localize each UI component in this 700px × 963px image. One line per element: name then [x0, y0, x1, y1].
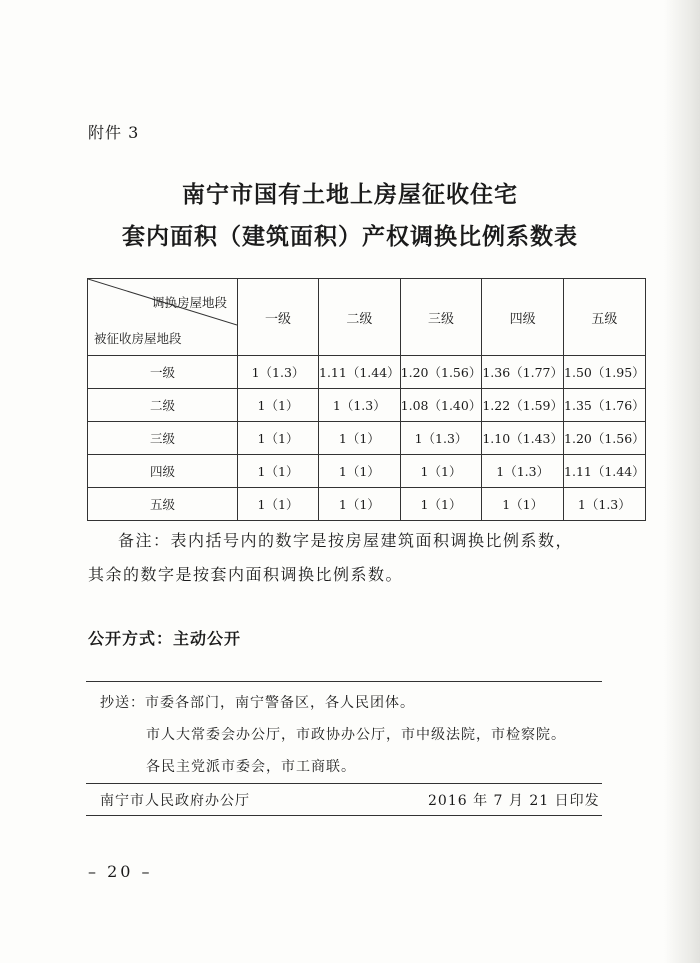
attachment-label: 附件 3 — [88, 123, 140, 142]
corner-bottom-label: 被征收房屋地段 — [94, 331, 182, 346]
table-cell: 1.20（1.56） — [564, 422, 646, 455]
divider-bottom — [86, 815, 602, 816]
row-label: 一级 — [88, 356, 238, 389]
table-cell: 1.08（1.40） — [400, 389, 482, 422]
cc-line-1: 抄送：市委各部门，南宁警备区，各人民团体。 — [100, 695, 415, 711]
table-cell: 1（1） — [319, 488, 401, 521]
table-cell: 1.50（1.95） — [564, 356, 646, 389]
title-line-2: 套内面积（建筑面积）产权调换比例系数表 — [122, 223, 578, 250]
table-row — [88, 455, 646, 488]
table-cell: 1.36（1.77） — [482, 356, 564, 389]
divider-middle — [86, 783, 602, 784]
page-number: – 20 – — [88, 862, 153, 881]
column-header: 三级 — [400, 279, 482, 356]
table-cell: 1（1） — [482, 488, 564, 521]
disclosure-method: 公开方式：主动公开 — [88, 629, 242, 648]
table-row — [88, 389, 646, 422]
table-cell: 1（1.3） — [238, 356, 319, 389]
table-header-row — [88, 279, 646, 356]
note-line-2: 其余的数字是按套内面积调换比例系数。 — [88, 565, 404, 584]
row-label: 三级 — [88, 422, 238, 455]
table-row — [88, 488, 646, 521]
table-cell: 1（1） — [238, 389, 319, 422]
issue-date: 2016 年 7 月 21 日印发 — [428, 793, 600, 809]
table-cell: 1（1.3） — [319, 389, 401, 422]
column-header: 一级 — [238, 279, 319, 356]
row-label: 二级 — [88, 389, 238, 422]
issuing-office: 南宁市人民政府办公厅 — [100, 793, 250, 809]
column-header: 四级 — [482, 279, 564, 356]
table-cell: 1（1） — [400, 455, 482, 488]
table-row — [88, 422, 646, 455]
column-header: 二级 — [319, 279, 401, 356]
table-cell: 1.20（1.56） — [400, 356, 482, 389]
page-edge-shadow — [664, 0, 700, 963]
divider-top — [86, 681, 602, 682]
table-cell: 1.22（1.59） — [482, 389, 564, 422]
table-cell: 1（1.3） — [564, 488, 646, 521]
row-label: 四级 — [88, 455, 238, 488]
table-cell: 1.11（1.44） — [564, 455, 646, 488]
row-label: 五级 — [88, 488, 238, 521]
title-line-1: 南宁市国有土地上房屋征收住宅 — [182, 181, 518, 208]
cc-line-3: 各民主党派市委会，市工商联。 — [146, 759, 356, 775]
ratio-table — [87, 278, 646, 521]
table-cell: 1（1） — [400, 488, 482, 521]
table-row — [88, 356, 646, 389]
table-cell: 1.10（1.43） — [482, 422, 564, 455]
table-cell: 1（1） — [319, 422, 401, 455]
table-cell: 1（1.3） — [482, 455, 564, 488]
cc-line-2: 市人大常委会办公厅，市政协办公厅，市中级法院，市检察院。 — [146, 727, 566, 743]
table-cell: 1（1） — [238, 455, 319, 488]
corner-cell — [88, 279, 238, 356]
table-cell: 1.35（1.76） — [564, 389, 646, 422]
table-cell: 1（1.3） — [400, 422, 482, 455]
table-cell: 1（1） — [238, 488, 319, 521]
table-cell: 1.11（1.44） — [319, 356, 401, 389]
corner-top-label: 调换房屋地段 — [151, 295, 227, 310]
table-cell: 1（1） — [238, 422, 319, 455]
table-cell: 1（1） — [319, 455, 401, 488]
column-header: 五级 — [564, 279, 646, 356]
note-line-1: 备注：表内括号内的数字是按房屋建筑面积调换比例系数， — [118, 531, 574, 550]
